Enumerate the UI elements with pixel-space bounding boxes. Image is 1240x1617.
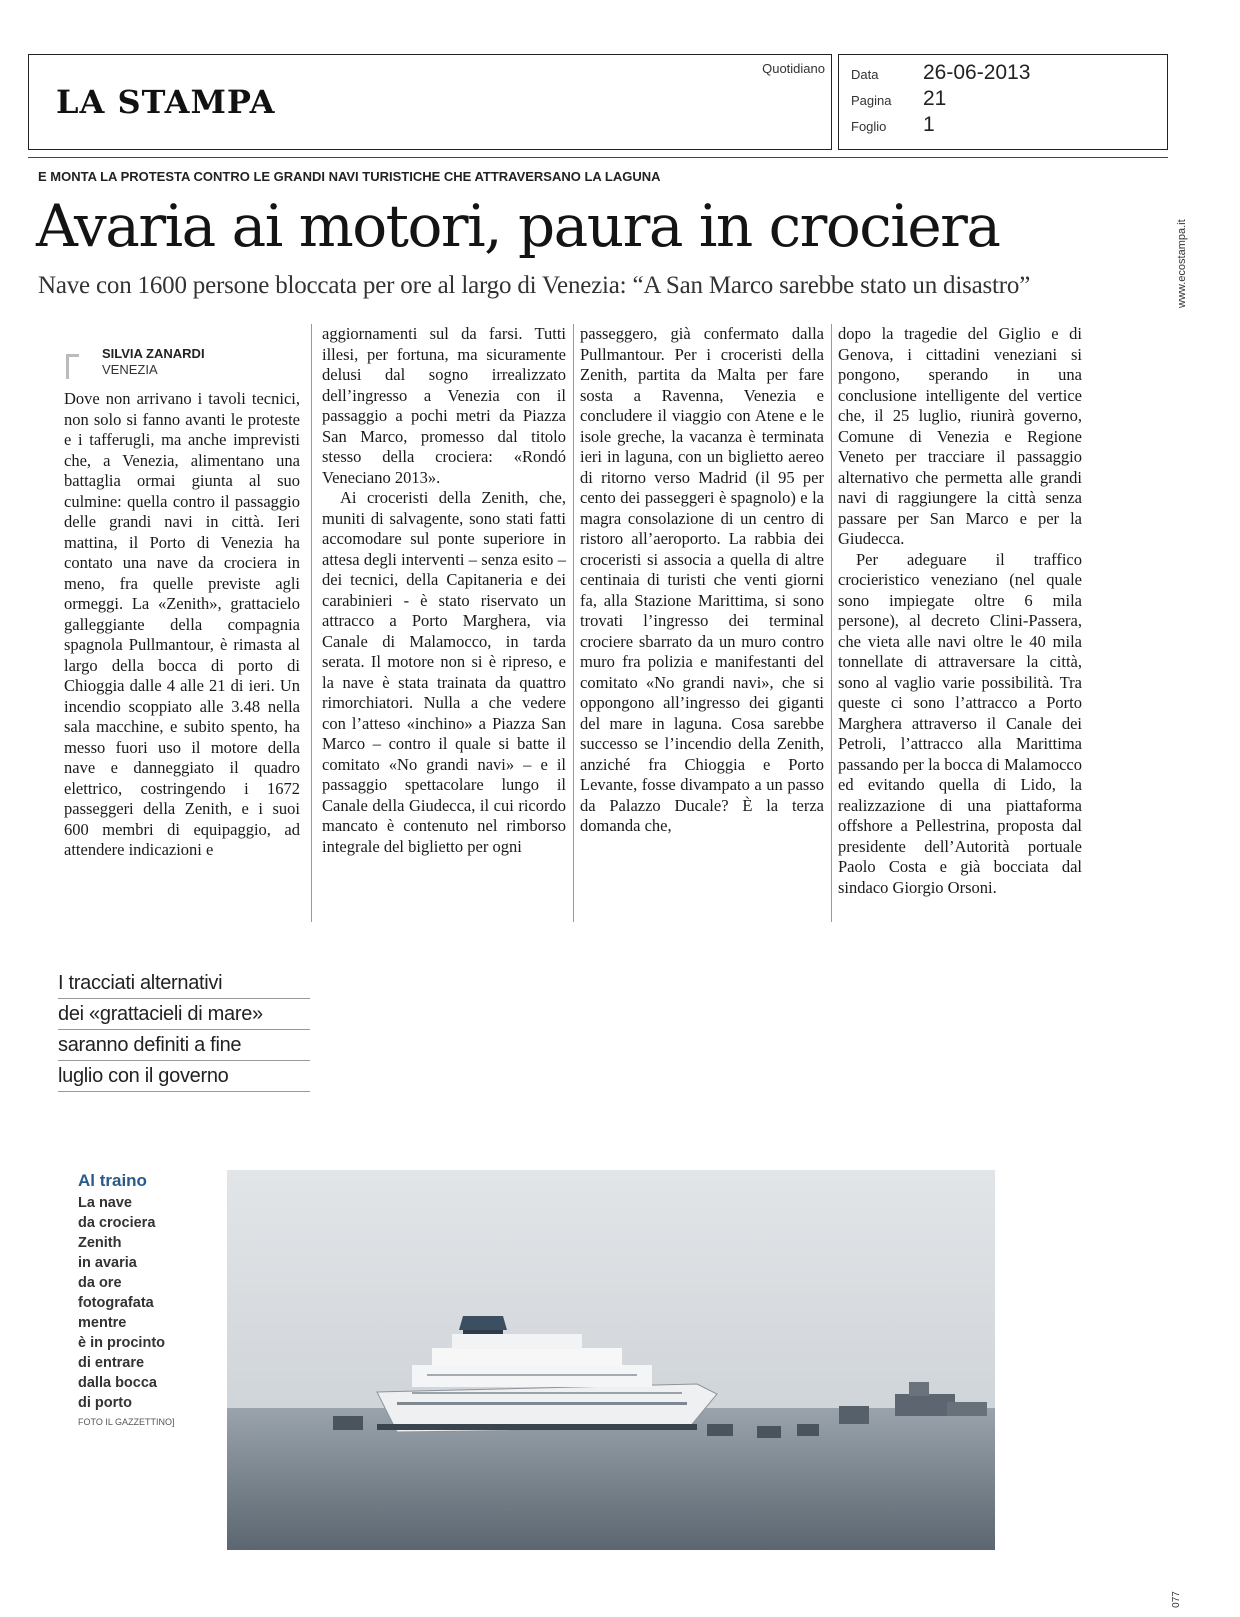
meta-page-label: Pagina — [851, 93, 892, 108]
column-divider — [831, 324, 832, 922]
article-column-2 — [322, 324, 566, 857]
pull-quote — [58, 968, 310, 1092]
column-divider — [573, 324, 574, 922]
caption-line: di porto — [78, 1395, 132, 1411]
caption-line: dalla bocca — [78, 1375, 157, 1391]
byline-author: SILVIA ZANARDI — [102, 346, 205, 361]
meta-date-label: Data — [851, 67, 879, 82]
photo-illustration — [227, 1170, 995, 1550]
masthead-box — [28, 54, 832, 150]
meta-date-value: 26-06-2013 — [923, 61, 1031, 84]
caption-line: La nave — [78, 1195, 132, 1211]
pull-quote-line: dei «grattacieli di mare» — [58, 999, 310, 1030]
pull-quote-line: I tracciati alternativi — [58, 968, 310, 999]
caption-title: Al traino — [78, 1171, 147, 1190]
meta-page-value: 21 — [923, 87, 947, 110]
byline-place: VENEZIA — [102, 362, 158, 377]
publication-type: Quotidiano — [762, 61, 825, 76]
side-url-text: www.ecostampa.it — [1176, 219, 1188, 308]
headline: Avaria ai motori, paura in crociera — [36, 192, 1000, 260]
caption-line: in avaria — [78, 1255, 137, 1271]
article-top-rule — [28, 157, 1168, 158]
cruise-ship-photo — [227, 1170, 995, 1550]
article-column-3 — [580, 324, 824, 837]
caption-line: è in procinto — [78, 1335, 165, 1351]
caption-line: da ore — [78, 1275, 122, 1291]
metadata-box — [838, 54, 1168, 150]
caption-line: da crociera — [78, 1215, 156, 1231]
photo-caption — [78, 1171, 208, 1427]
paragraph: aggiornamenti sul da farsi. Tutti illesi, per fortuna, ma sicuramente delusi dal sogno irrealizzato dell’ingresso a Venezia con il passaggio a pochi metri da Piazza San Marco, promesso dal titolo stesso della crociera: «Rondó Veneciano 2013». — [322, 324, 566, 487]
paragraph: Dove non arrivano i tavoli tecnici, non solo si fanno avanti le proteste e i tafferugli, ma anche imprevisti che, a Venezia, alimentano una battaglia ormai giunta al suo culmine: quella contro il passaggio delle grandi navi in città. Ieri mattina, il Porto di Venezia ha contato una nave da crociera in meno, fra quelle previste agli ormeggi. La «Zenith», grattacielo galleggiante della compagnia spagnola Pullmantour, è rimasta al largo della bocca di porto di Chioggia dalle 4 alle 21 di ieri. Un incendio scoppiato alle 3.48 nella sala macchine, e subito spento, ha messo fuori uso il motore della nave e danneggiato il quadro elettrico, costringendo i 1672 passeggeri della Zenith, e i suoi 600 membri di equipaggio, ad attendere indicazioni e — [64, 389, 300, 859]
article-column-4 — [838, 324, 1082, 898]
subheadline: Nave con 1600 persone bloccata per ore al largo di Venezia: “A San Marco sarebbe stato un disastro” — [38, 272, 1031, 299]
side-code: 077 — [1170, 1591, 1182, 1608]
paragraph: Ai croceristi della Zenith, che, muniti di salvagente, sono stati fatti accomodare sul ponte superiore in attesa degli interventi – senza esito – dei tecnici, della Capitaneria e dei carabinieri - è stato riservato un attracco a Porto Marghera, via Canale di Malamocco, in tarda serata. Il motore non si è ripreso, e la nave è stata trainata da quattro rimorchiatori. Nulla a che vedere con l’atteso «inchino» a Piazza San Marco – contro il quale si batte il comitato «No grandi navi» – e il passaggio spettacolare lungo il Canale della Giudecca, il cui ricordo mancato è contenuto nel rimborso integrale del biglietto per ogni — [322, 488, 566, 856]
caption-line: Zenith — [78, 1235, 122, 1251]
meta-date — [851, 61, 1030, 85]
paragraph: passeggero, già confermato dalla Pullmantour. Per i croceristi della Zenith, partita da Malta per fare sosta a Ravenna, Venezia e concludere il viaggio con Atene e le isole greche, la vacanza è terminata ieri in laguna, con un biglietto aereo di ritorno verso Madrid (il 95 per cento dei passeggeri è spagnolo) e la magra consolazione di un centro di ristoro all’aeroporto. La rabbia dei croceristi si associa a quella di altre centinaia di turisti che venti giorni fa, alla Stazione Marittima, si sono trovati l’ingresso dei terminal crociere sbarrato da un muro contro muro fra polizia e manifestanti del comitato «No grandi navi», che si oppongono all’ingresso dei giganti del mare in laguna. Cosa sarebbe successo se l’incendio della Zenith, anziché fra Chioggia e Porto Levante, fosse divampato a un passo da Palazzo Ducale? È la terza domanda che, — [580, 324, 824, 835]
pull-quote-line: saranno definiti a fine — [58, 1030, 310, 1061]
side-url — [1176, 188, 1196, 308]
caption-line: mentre — [78, 1315, 127, 1331]
kicker: E MONTA LA PROTESTA CONTRO LE GRANDI NAVI TURISTICHE CHE ATTRAVERSANO LA LAGUNA — [38, 169, 661, 184]
meta-sheet — [851, 113, 935, 137]
paragraph: Per adeguare il traffico crocieristico veneziano (nel quale sono impiegate oltre 6 mila persone), al decreto Clini-Passera, che vieta alle navi oltre le 40 mila tonnellate di attraversare la città, sono al vaglio varie possibilità. Tra queste ci sono l’attracco a Porto Marghera attraverso il Canale dei Petroli, l’attracco alla Marittima passando per la bocca di Malamocco ed evitando quella di Lido, la realizzazione di una piattaforma offshore a Pellestrina, proposta dal presidente dell’Autorità portuale Paolo Costa e già bocciata dal sindaco Giorgio Orsoni. — [838, 549, 1082, 897]
byline-mark — [66, 354, 79, 379]
meta-sheet-label: Foglio — [851, 119, 887, 134]
column-divider — [311, 324, 312, 922]
meta-sheet-value: 1 — [923, 113, 935, 136]
masthead: LA STAMPA — [56, 83, 276, 121]
article-column-1 — [64, 389, 300, 861]
meta-page — [851, 87, 946, 111]
caption-line: fotografata — [78, 1295, 154, 1311]
caption-line: di entrare — [78, 1355, 145, 1371]
photo-credit: FOTO IL GAZZETTINO] — [78, 1417, 175, 1427]
pull-quote-line: luglio con il governo — [58, 1061, 310, 1092]
paragraph: dopo la tragedie del Giglio e di Genova, i cittadini veneziani si pongono, sperando in una conclusione intelligente del vertice che, il 25 luglio, riunirà governo, Comune di Venezia e Regione Veneto per tracciare il passaggio alternativo che permetta alle grandi navi di raggiungere la città senza passare per San Marco e per la Giudecca. — [838, 324, 1082, 548]
